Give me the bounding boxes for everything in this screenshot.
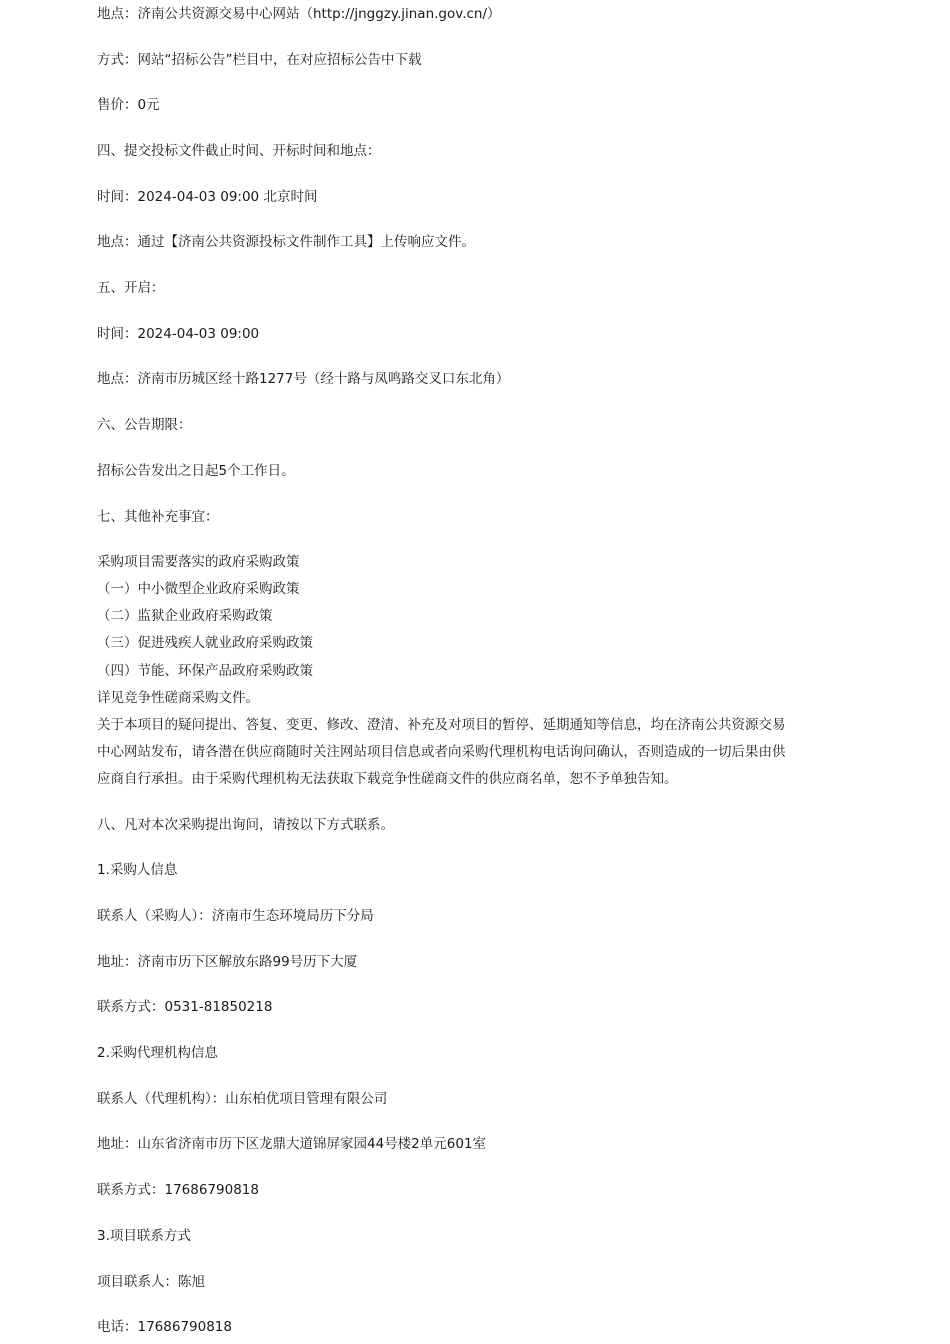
opening-location-line: 地点：济南市历城区经十路1277号（经十路与凤鸣路交叉口东北角） — [97, 371, 510, 387]
project-contact-heading: 3.项目联系方式 — [97, 1228, 191, 1244]
policy-intro-line: 采购项目需要落实的政府采购政策 — [97, 554, 300, 570]
opening-time-line: 时间：2024-04-03 09:00 — [97, 326, 260, 342]
purchaser-address-line: 地址：济南市历下区解放东路99号历下大厦 — [97, 954, 358, 970]
notice-paragraph: 关于本项目的疑问提出、答复、变更、修改、澄清、补充及对项目的暂停、延期通知等信息，均在济南公共资源交易中心网站发布，请各潜在供应商随时关注网站项目信息或者向采购代理机构电话询问确认，否则造成的一切后果由供应商自行承担。由于采购代理机构无法获取下载竞争性磋商文件的供应商名单，恕不予单独告知。 — [97, 717, 786, 787]
purchaser-phone-line: 联系方式：0531-81850218 — [97, 999, 273, 1015]
see-document-line: 详见竞争性磋商采购文件。 — [97, 690, 259, 706]
agency-address-line: 地址：山东省济南市历下区龙鼎大道锦屏家园44号楼2单元601室 — [97, 1136, 487, 1152]
policy-item-2: （二）监狱企业政府采购政策 — [97, 608, 273, 624]
policy-item-4: （四）节能、环保产品政府采购政策 — [97, 663, 313, 679]
deadline-time-line: 时间：2024-04-03 09:00 北京时间 — [97, 189, 318, 205]
purchaser-contact-line: 联系人（采购人）：济南市生态环境局历下分局 — [97, 908, 374, 924]
agency-info-heading: 2.采购代理机构信息 — [97, 1045, 218, 1061]
agency-contact-line: 联系人（代理机构）：山东柏优项目管理有限公司 — [97, 1091, 388, 1107]
section-4-heading: 四、提交投标文件截止时间、开标时间和地点： — [97, 143, 381, 159]
section-6-heading: 六、公告期限： — [97, 417, 192, 433]
section-8-heading: 八、凡对本次采购提出询问，请按以下方式联系。 — [97, 817, 394, 833]
purchaser-info-heading: 1.采购人信息 — [97, 862, 178, 878]
policy-item-3: （三）促进残疾人就业政府采购政策 — [97, 635, 313, 651]
section-7-heading: 七、其他补充事宜： — [97, 509, 219, 525]
section-5-heading: 五、开启： — [97, 280, 165, 296]
download-method-line: 方式：网站“招标公告”栏目中，在对应招标公告中下载 — [97, 52, 422, 68]
announcement-period-line: 招标公告发出之日起5个工作日。 — [97, 463, 295, 479]
price-line: 售价：0元 — [97, 97, 160, 113]
submission-location-line: 地点：通过【济南公共资源投标文件制作工具】上传响应文件。 — [97, 234, 475, 250]
agency-phone-line: 联系方式：17686790818 — [97, 1182, 259, 1198]
project-phone-line: 电话：17686790818 — [97, 1319, 232, 1335]
project-contact-person-line: 项目联系人：陈旭 — [97, 1274, 205, 1290]
policy-item-1: （一）中小微型企业政府采购政策 — [97, 581, 300, 597]
download-location-line: 地点：济南公共资源交易中心网站（http://jnggzy.jinan.gov.cn/） — [97, 6, 501, 22]
